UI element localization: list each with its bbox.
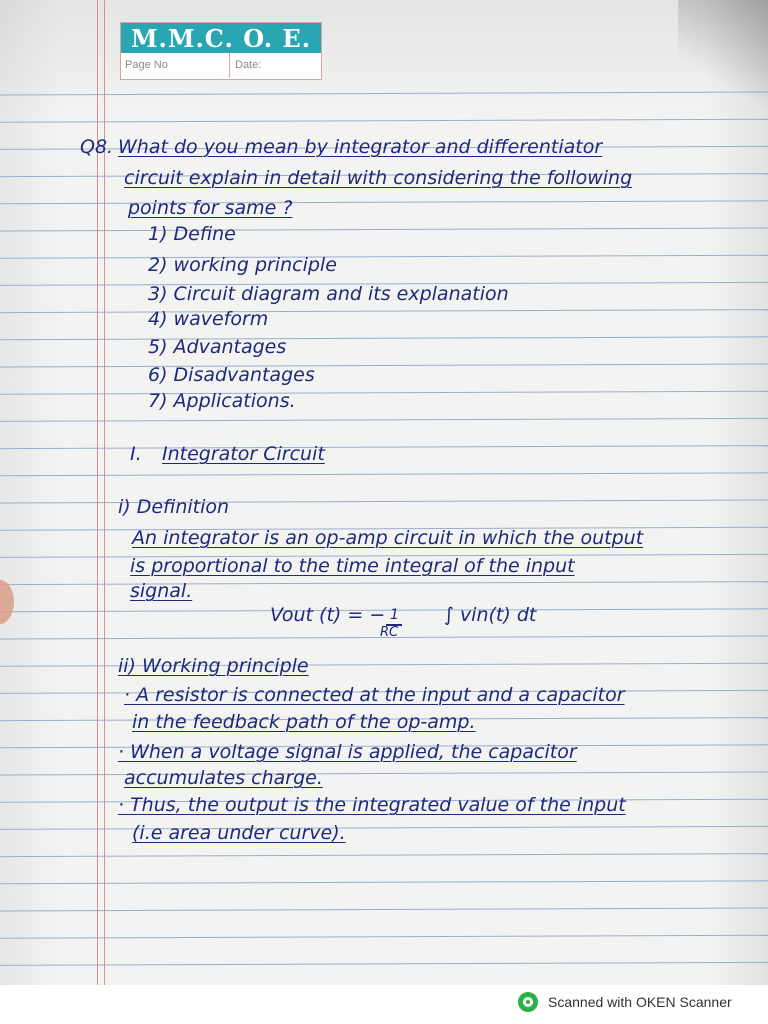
point-item: 6) Disadvantages bbox=[148, 364, 315, 386]
rule-line bbox=[0, 92, 768, 95]
rule-line bbox=[0, 364, 768, 367]
question-line: circuit explain in detail with considering the following bbox=[124, 167, 633, 189]
formula-denominator: RC bbox=[380, 625, 399, 640]
rule-line bbox=[0, 473, 768, 476]
point-item: 4) waveform bbox=[148, 308, 269, 330]
rule-line bbox=[0, 228, 768, 231]
rule-line bbox=[0, 881, 768, 884]
rule-line bbox=[0, 935, 768, 938]
date-label: Date: bbox=[235, 59, 262, 71]
definition-line: An integrator is an op-amp circuit in which the output bbox=[132, 527, 644, 549]
rule-line bbox=[0, 908, 768, 911]
rule-line bbox=[0, 391, 768, 394]
definition-line: is proportional to the time integral of the input bbox=[130, 555, 575, 577]
rule-line bbox=[0, 337, 768, 340]
rule-line bbox=[0, 119, 768, 122]
rule-line bbox=[0, 418, 768, 421]
definition-line: signal. bbox=[130, 580, 193, 602]
rule-line bbox=[0, 962, 768, 965]
section-number: I. bbox=[130, 443, 142, 465]
point-item: 3) Circuit diagram and its explanation bbox=[148, 283, 509, 305]
working-line: accumulates charge. bbox=[124, 767, 323, 789]
page-no-label: Page No bbox=[121, 53, 230, 78]
working-line: · When a voltage signal is applied, the capacitor bbox=[118, 741, 577, 763]
point-item: 5) Advantages bbox=[148, 336, 287, 358]
working-line: (i.e area under curve). bbox=[132, 822, 346, 844]
question-line: What do you mean by integrator and differentiator bbox=[118, 136, 603, 158]
scanner-text: Scanned with OKEN Scanner bbox=[548, 994, 732, 1010]
point-item: 1) Define bbox=[148, 223, 236, 245]
definition-heading: i) Definition bbox=[118, 496, 230, 518]
working-line: · A resistor is connected at the input and a capacitor bbox=[124, 684, 625, 706]
working-line: in the feedback path of the op-amp. bbox=[132, 711, 476, 733]
rule-line bbox=[0, 310, 768, 313]
rule-line bbox=[0, 772, 768, 775]
rule-line bbox=[0, 826, 768, 829]
scanner-logo-icon bbox=[518, 992, 538, 1012]
rule-line bbox=[0, 663, 768, 666]
question-line: points for same ? bbox=[128, 197, 293, 219]
section-title: Integrator Circuit bbox=[162, 443, 325, 465]
rule-line bbox=[0, 201, 768, 204]
formula-numerator: 1 bbox=[390, 607, 399, 623]
page-curl-shadow bbox=[678, 0, 768, 150]
rule-line bbox=[0, 446, 768, 449]
college-logo-box bbox=[120, 22, 322, 80]
point-item: 2) working principle bbox=[148, 254, 337, 276]
scanner-watermark bbox=[518, 990, 732, 1014]
formula-rhs: ∫ vin(t) dt bbox=[444, 604, 537, 626]
rule-line bbox=[0, 582, 768, 585]
rule-line bbox=[0, 854, 768, 857]
rule-line bbox=[0, 500, 768, 503]
working-line: · Thus, the output is the integrated value of the input bbox=[118, 794, 626, 816]
point-item: 7) Applications. bbox=[148, 390, 296, 412]
rule-line bbox=[0, 255, 768, 258]
working-heading: ii) Working principle bbox=[118, 655, 309, 677]
college-logo-title: M.M.C. O. E. bbox=[121, 23, 321, 53]
formula-lhs: Vout (t) = − bbox=[270, 604, 386, 626]
question-number: Q8. bbox=[80, 136, 114, 158]
